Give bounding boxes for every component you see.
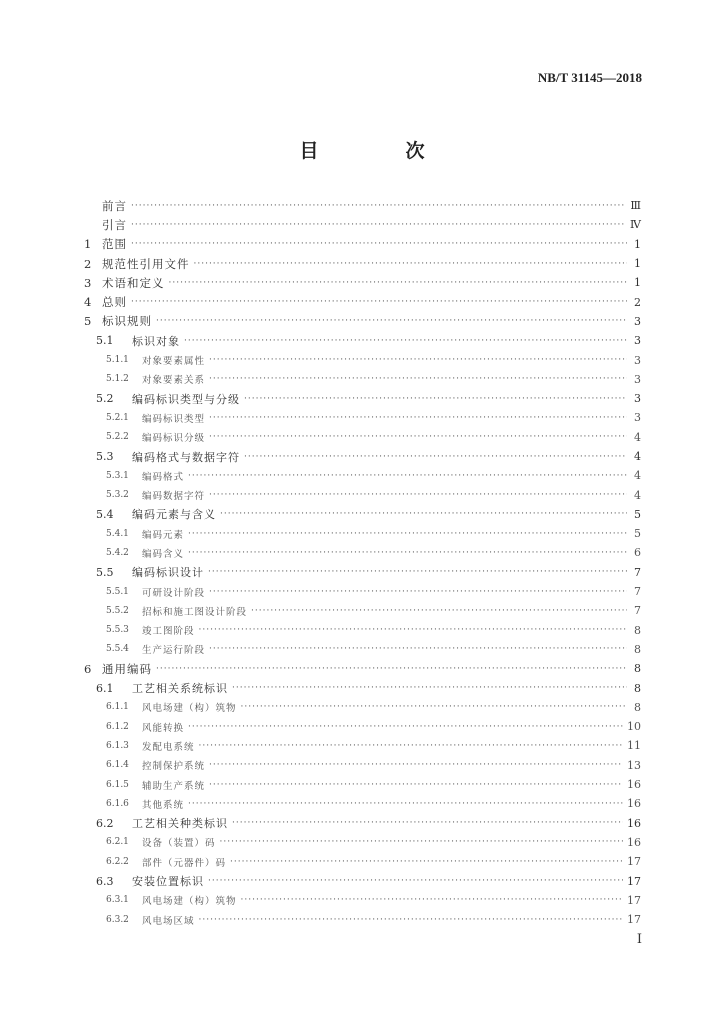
toc-dot-leader: [220, 837, 623, 847]
toc-entry-page: 3: [634, 392, 641, 406]
toc-entry[interactable]: [84, 273, 641, 292]
toc-entry-number: 5.5.3: [106, 625, 129, 636]
toc-entry[interactable]: [84, 678, 641, 697]
toc-entry-number: 6.3: [96, 874, 114, 888]
toc-entry-title: 规范性引用文件: [102, 256, 190, 271]
toc-entry[interactable]: [84, 852, 641, 871]
toc-entry[interactable]: [84, 563, 641, 582]
toc-entry-page: 8: [634, 623, 641, 637]
toc-entry-page: 4: [634, 488, 641, 502]
toc-dot-leader: [131, 201, 626, 211]
toc-dot-leader: [209, 760, 623, 770]
toc-entry-title: 编码标识设计: [132, 566, 204, 580]
toc-entry-page: 16: [627, 816, 641, 830]
toc-entry[interactable]: [84, 215, 641, 234]
toc-entry-page: 4: [634, 469, 641, 483]
page-number: I: [636, 932, 642, 947]
toc-entry-page: 5: [634, 507, 641, 521]
toc-entry-page: 7: [634, 565, 641, 579]
toc-entry-number: 6.2.2: [106, 856, 129, 867]
toc-entry-number: 5.5: [96, 565, 114, 579]
toc-entry[interactable]: [84, 408, 641, 427]
toc-heading: 目 次: [299, 140, 459, 162]
toc-dot-leader: [209, 413, 627, 423]
toc-entry-number: 6.1.2: [106, 721, 129, 732]
toc-dot-leader: [194, 259, 628, 269]
toc-dot-leader: [199, 625, 627, 635]
toc-dot-leader: [208, 567, 627, 577]
toc-entry-title: 编码元素: [142, 529, 185, 541]
toc-dot-leader: [232, 818, 623, 828]
toc-dot-leader: [188, 529, 627, 539]
toc-entry-title: 编码标识分级: [142, 433, 206, 445]
toc-entry-title: 风电场区域: [142, 915, 195, 927]
table-of-contents: [84, 196, 641, 929]
document-code: NB/T 31145—2018: [537, 70, 642, 85]
toc-entry-page: 6: [634, 546, 641, 560]
toc-entry[interactable]: [84, 833, 641, 852]
toc-entry-title: 编码格式与数据字符: [132, 450, 240, 464]
toc-entry-number: 6.1.4: [106, 760, 129, 771]
toc-entry[interactable]: [84, 370, 641, 389]
toc-entry-number: 6.1.5: [106, 779, 129, 790]
toc-entry-title: 对象要素属性: [142, 356, 206, 368]
toc-entry-page: 3: [634, 334, 641, 348]
toc-dot-leader: [251, 606, 627, 616]
toc-entry[interactable]: [84, 736, 641, 755]
toc-dot-leader: [199, 741, 623, 751]
toc-entry-number: 5.1.2: [106, 374, 129, 385]
toc-dot-leader: [131, 297, 627, 307]
toc-entry-number: 6.1.3: [106, 740, 129, 751]
toc-entry-page: Ⅲ: [630, 199, 641, 213]
toc-entry[interactable]: [84, 292, 641, 311]
toc-entry[interactable]: [84, 891, 641, 910]
toc-entry-title: 标识对象: [132, 334, 180, 348]
toc-entry-page: 4: [634, 450, 641, 463]
toc-entry-number: 6.3.1: [106, 895, 129, 906]
toc-entry-page: 17: [627, 855, 641, 869]
toc-entry-page: 4: [634, 430, 641, 444]
toc-dot-leader: [220, 509, 627, 519]
toc-dot-leader: [209, 587, 627, 597]
toc-entry-number: 5.2.1: [106, 412, 129, 423]
toc-entry-number: 5.4.2: [106, 547, 129, 558]
toc-entry-number: 6.1: [96, 681, 114, 695]
toc-dot-leader: [244, 452, 627, 462]
toc-entry-page: 17: [627, 874, 641, 888]
toc-entry-title: 编码元素与含义: [132, 508, 216, 522]
toc-entry-page: 16: [627, 797, 641, 811]
toc-entry-page: 1: [634, 276, 641, 290]
toc-entry-title: 标识规则: [102, 314, 152, 329]
toc-entry-title: 对象要素关系: [142, 375, 206, 387]
toc-dot-leader: [209, 490, 627, 500]
toc-entry-number: 5.5.1: [106, 586, 129, 597]
toc-entry[interactable]: [84, 312, 641, 331]
toc-entry-title: 范围: [102, 237, 127, 252]
toc-entry[interactable]: [84, 910, 641, 929]
toc-entry-number: 6: [84, 661, 92, 676]
toc-entry-page: 17: [627, 893, 641, 907]
toc-entry-title: 可研设计阶段: [142, 587, 206, 599]
toc-entry-page: 13: [627, 758, 641, 772]
toc-entry-page: 8: [634, 700, 641, 714]
toc-entry-title: 引言: [102, 217, 127, 232]
toc-entry-page: 1: [634, 257, 641, 271]
toc-entry-title: 编码数据字符: [142, 491, 206, 503]
toc-entry-number: 5.3: [96, 450, 114, 463]
toc-entry[interactable]: [84, 717, 641, 736]
toc-entry-page: 7: [634, 604, 641, 618]
toc-entry[interactable]: [84, 428, 641, 447]
toc-entry-page: 8: [634, 642, 641, 656]
toc-entry-title: 风电场建（构）筑物: [142, 703, 237, 715]
toc-entry[interactable]: [84, 447, 641, 466]
toc-entry-number: 5.2.2: [106, 432, 129, 443]
toc-entry[interactable]: [84, 389, 641, 408]
toc-entry-title: 工艺相关种类标识: [132, 817, 228, 831]
toc-entry-page: 8: [634, 662, 641, 676]
toc-entry-title: 总则: [102, 295, 127, 310]
toc-entry-number: 5.3.2: [106, 490, 129, 501]
toc-entry-title: 编码含义: [142, 548, 185, 560]
toc-entry-number: 6.2.1: [106, 837, 129, 848]
toc-entry-title: 编码格式: [142, 471, 185, 483]
toc-entry-page: 16: [627, 778, 641, 792]
toc-entry-title: 控制保护系统: [142, 761, 206, 773]
toc-entry[interactable]: [84, 350, 641, 369]
toc-entry-number: 5.4: [96, 507, 114, 521]
toc-entry-title: 术语和定义: [102, 275, 165, 290]
toc-dot-leader: [209, 374, 627, 384]
toc-entry-number: 5.1: [96, 334, 114, 348]
toc-entry-number: 6.1.6: [106, 798, 129, 809]
toc-dot-leader: [209, 432, 627, 442]
toc-entry-title: 风能转换: [142, 722, 185, 734]
toc-entry-page: 10: [627, 720, 641, 734]
toc-entry-page: 3: [634, 411, 641, 425]
toc-entry-number: 2: [84, 256, 92, 271]
toc-entry-page: 3: [634, 353, 641, 367]
toc-dot-leader: [188, 548, 627, 558]
toc-dot-leader: [156, 664, 627, 674]
toc-entry[interactable]: [84, 235, 641, 254]
toc-entry-number: 6.3.2: [106, 914, 129, 925]
toc-entry[interactable]: [84, 794, 641, 813]
toc-entry[interactable]: [84, 640, 641, 659]
toc-entry-number: 5.5.2: [106, 605, 129, 616]
toc-entry-number: 4: [84, 295, 92, 310]
toc-entry[interactable]: [84, 485, 641, 504]
toc-dot-leader: [199, 915, 623, 925]
toc-entry[interactable]: [84, 505, 641, 524]
toc-dot-leader: [241, 702, 627, 712]
toc-entry[interactable]: [84, 814, 641, 833]
toc-entry[interactable]: [84, 871, 641, 890]
toc-entry-title: 发配电系统: [142, 741, 195, 753]
toc-entry-title: 安装位置标识: [132, 875, 204, 889]
toc-dot-leader: [208, 876, 623, 886]
toc-entry-number: 5: [84, 314, 92, 329]
toc-entry-page: 8: [634, 681, 641, 695]
toc-entry-page: 11: [627, 739, 641, 753]
toc-entry-number: 5.1.1: [106, 355, 129, 366]
toc-dot-leader: [156, 316, 627, 326]
toc-entry[interactable]: [84, 582, 641, 601]
toc-dot-leader: [230, 857, 623, 867]
toc-dot-leader: [241, 895, 623, 905]
toc-dot-leader: [209, 355, 627, 365]
toc-dot-leader: [131, 220, 626, 230]
toc-entry-title: 通用编码: [102, 661, 152, 676]
toc-dot-leader: [184, 336, 627, 346]
toc-entry[interactable]: [84, 601, 641, 620]
toc-entry[interactable]: [84, 466, 641, 485]
toc-dot-leader: [209, 780, 623, 790]
toc-entry-page: Ⅳ: [630, 218, 641, 232]
toc-entry-page: 7: [634, 585, 641, 599]
toc-entry-page: 5: [634, 527, 641, 541]
toc-entry-title: 其他系统: [142, 799, 185, 811]
toc-dot-leader: [188, 471, 627, 481]
toc-entry[interactable]: [84, 254, 641, 273]
toc-entry[interactable]: [84, 659, 641, 678]
toc-entry-number: 6.2: [96, 816, 114, 830]
toc-entry-page: 2: [634, 295, 641, 309]
toc-entry-page: 16: [627, 835, 641, 849]
toc-entry-title: 招标和施工图设计阶段: [142, 606, 248, 618]
toc-entry[interactable]: [84, 196, 641, 215]
toc-entry-number: 6.1.1: [106, 702, 129, 713]
toc-entry-number: 5.4.1: [106, 528, 129, 539]
toc-dot-leader: [169, 278, 628, 288]
toc-entry[interactable]: [84, 775, 641, 794]
toc-entry-number: 5.5.4: [106, 644, 129, 655]
toc-entry-title: 设备（装置）码: [142, 838, 216, 850]
toc-entry-page: 17: [627, 913, 641, 927]
toc-entry-page: 3: [634, 314, 641, 328]
toc-dot-leader: [209, 644, 627, 654]
toc-entry-number: 1: [84, 237, 92, 252]
toc-entry-title: 生产运行阶段: [142, 645, 206, 657]
toc-entry-title: 部件（元器件）码: [142, 857, 227, 869]
toc-entry-title: 辅助生产系统: [142, 780, 206, 792]
toc-entry-title: 前言: [102, 198, 127, 213]
toc-entry[interactable]: [84, 756, 641, 775]
toc-dot-leader: [131, 239, 627, 249]
toc-entry-title: 竣工图阶段: [142, 626, 195, 638]
toc-entry-page: 1: [634, 237, 641, 251]
toc-entry-title: 风电场建（构）筑物: [142, 896, 237, 908]
toc-entry-title: 工艺相关系统标识: [132, 682, 228, 696]
toc-entry-title: 编码标识类型: [142, 413, 206, 425]
toc-entry[interactable]: [84, 524, 641, 543]
toc-entry[interactable]: [84, 698, 641, 717]
toc-dot-leader: [244, 394, 627, 404]
toc-dot-leader: [188, 799, 623, 809]
toc-entry[interactable]: [84, 543, 641, 562]
toc-entry-title: 编码标识类型与分级: [132, 392, 240, 406]
toc-dot-leader: [232, 683, 627, 693]
toc-entry[interactable]: [84, 621, 641, 640]
toc-dot-leader: [188, 722, 623, 732]
toc-entry[interactable]: [84, 331, 641, 350]
toc-entry-number: 3: [84, 275, 92, 290]
toc-entry-page: 3: [634, 372, 641, 386]
toc-entry-number: 5.2: [96, 392, 114, 406]
toc-entry-number: 5.3.1: [106, 470, 129, 481]
